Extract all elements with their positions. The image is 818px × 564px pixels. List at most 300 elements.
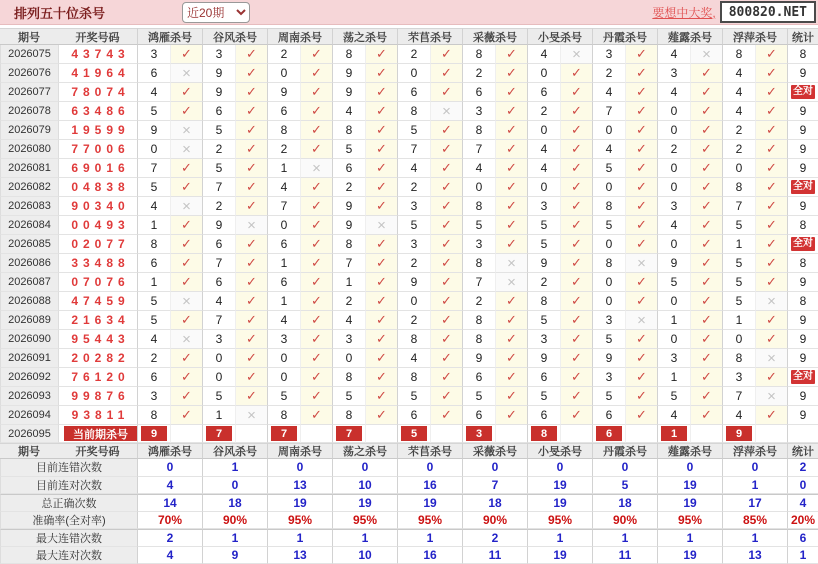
col-header-numbers: 开奖号码 xyxy=(58,443,137,459)
kill-digit: 0 xyxy=(657,178,690,197)
stats-label: 准确率(全对率) xyxy=(0,512,137,530)
kill-digit: 2 xyxy=(332,178,365,197)
period-cell: 2026086 xyxy=(0,254,58,273)
stat-cell xyxy=(787,178,818,197)
kill-digit: 8 xyxy=(722,178,755,197)
kill-digit: 5 xyxy=(592,216,625,235)
kill-digit: 2 xyxy=(137,349,170,368)
kill-digit: 5 xyxy=(722,216,755,235)
kill-digit: 3 xyxy=(722,368,755,387)
col-header-expert-5: 采薇杀号 xyxy=(462,443,527,459)
kill-digit: 1 xyxy=(267,254,300,273)
kill-digit: 9 xyxy=(527,254,560,273)
stats-value: 1 xyxy=(722,477,787,495)
kill-digit: 1 xyxy=(657,368,690,387)
check-icon: ✓ xyxy=(690,311,722,330)
period-cell: 2026089 xyxy=(0,311,58,330)
kill-digit: 2 xyxy=(202,197,235,216)
stat-cell: 9 xyxy=(787,330,818,349)
check-icon: ✓ xyxy=(690,235,722,254)
winning-numbers-cell: 00493 xyxy=(58,216,137,235)
col-header-expert-3: 荡之杀号 xyxy=(332,443,397,459)
cross-icon: × xyxy=(690,45,722,64)
stats-value: 90% xyxy=(592,512,657,530)
col-header-expert-5: 采薇杀号 xyxy=(462,28,527,45)
check-icon: ✓ xyxy=(560,406,592,425)
promo-link[interactable]: 要想中大奖, xyxy=(652,5,716,20)
stats-value: 1 xyxy=(722,529,787,547)
kill-digit: 0 xyxy=(592,273,625,292)
check-icon: ✓ xyxy=(365,178,397,197)
check-icon: ✓ xyxy=(430,45,462,64)
check-icon: ✓ xyxy=(755,45,787,64)
kill-digit: 5 xyxy=(267,387,300,406)
check-icon: ✓ xyxy=(495,349,527,368)
stats-value: 11 xyxy=(592,547,657,564)
check-icon: ✓ xyxy=(235,83,267,102)
kill-digit: 9 xyxy=(267,83,300,102)
cross-icon: × xyxy=(170,292,202,311)
kill-digit: 4 xyxy=(657,83,690,102)
check-icon: ✓ xyxy=(625,349,657,368)
winning-numbers-cell: 19599 xyxy=(58,121,137,140)
kill-digit: 1 xyxy=(722,311,755,330)
check-icon: ✓ xyxy=(690,178,722,197)
stats-value: 13 xyxy=(267,547,332,564)
kill-digit: 5 xyxy=(202,159,235,178)
stats-value: 90% xyxy=(462,512,527,530)
check-icon: ✓ xyxy=(300,121,332,140)
col-header-expert-2: 周南杀号 xyxy=(267,28,332,45)
kill-digit: 5 xyxy=(397,216,430,235)
winning-numbers-cell: 47459 xyxy=(58,292,137,311)
kill-digit: 4 xyxy=(332,102,365,121)
kill-digit: 7 xyxy=(462,140,495,159)
kill-digit: 0 xyxy=(267,64,300,83)
kill-digit: 3 xyxy=(397,235,430,254)
check-icon: ✓ xyxy=(560,121,592,140)
check-icon: ✓ xyxy=(430,83,462,102)
check-icon: ✓ xyxy=(300,406,332,425)
period-cell: 2026081 xyxy=(0,159,58,178)
stats-value: 95% xyxy=(527,512,592,530)
kill-digit: 5 xyxy=(722,273,755,292)
check-icon: ✓ xyxy=(300,216,332,235)
check-icon: ✓ xyxy=(300,292,332,311)
kill-digit: 1 xyxy=(202,406,235,425)
winning-numbers-cell: 90340 xyxy=(58,197,137,216)
check-icon: ✓ xyxy=(365,140,397,159)
kill-digit: 2 xyxy=(462,292,495,311)
col-header-expert-8: 薤露杀号 xyxy=(657,443,722,459)
check-icon: ✓ xyxy=(495,102,527,121)
check-icon: ✓ xyxy=(365,292,397,311)
kill-digit: 8 xyxy=(462,121,495,140)
current-kill-badge: 8 xyxy=(531,426,557,441)
check-icon: ✓ xyxy=(755,273,787,292)
stats-value: 1 xyxy=(592,529,657,547)
kill-digit: 5 xyxy=(592,330,625,349)
cross-icon: × xyxy=(755,349,787,368)
check-icon: ✓ xyxy=(625,45,657,64)
kill-digit: 3 xyxy=(397,197,430,216)
period-cell-current: 2026095 xyxy=(0,425,58,443)
check-icon: ✓ xyxy=(170,216,202,235)
kill-digit: 6 xyxy=(267,273,300,292)
stats-value: 0 xyxy=(137,459,202,477)
period-cell: 2026088 xyxy=(0,292,58,311)
stat-cell: 9 xyxy=(787,121,818,140)
check-icon: ✓ xyxy=(690,64,722,83)
stats-label: 最大连错次数 xyxy=(0,529,137,547)
kill-digit: 1 xyxy=(267,159,300,178)
stat-cell: 9 xyxy=(787,197,818,216)
check-icon: ✓ xyxy=(430,368,462,387)
stats-value: 95% xyxy=(267,512,332,530)
check-icon: ✓ xyxy=(365,121,397,140)
kill-digit: 4 xyxy=(137,197,170,216)
cross-icon: × xyxy=(170,330,202,349)
kill-digit: 6 xyxy=(397,83,430,102)
cross-icon: × xyxy=(300,159,332,178)
check-icon: ✓ xyxy=(235,178,267,197)
cross-icon: × xyxy=(170,121,202,140)
kill-digit: 4 xyxy=(202,292,235,311)
check-icon: ✓ xyxy=(495,216,527,235)
kill-digit: 7 xyxy=(397,140,430,159)
stats-value: 13 xyxy=(267,477,332,495)
check-icon: ✓ xyxy=(235,197,267,216)
period-cell: 2026085 xyxy=(0,235,58,254)
kill-digit: 3 xyxy=(137,45,170,64)
kill-digit: 5 xyxy=(137,102,170,121)
kill-digit: 6 xyxy=(527,406,560,425)
kill-digit: 8 xyxy=(592,254,625,273)
kill-digit: 3 xyxy=(657,349,690,368)
winning-numbers-cell: 07076 xyxy=(58,273,137,292)
stat-cell: 9 xyxy=(787,349,818,368)
check-icon: ✓ xyxy=(430,64,462,83)
check-icon: ✓ xyxy=(560,140,592,159)
kill-digit: 5 xyxy=(202,121,235,140)
kill-digit: 7 xyxy=(202,254,235,273)
kill-digit: 3 xyxy=(332,330,365,349)
kill-digit: 8 xyxy=(462,197,495,216)
winning-numbers-cell: 21634 xyxy=(58,311,137,330)
kill-digit: 3 xyxy=(527,330,560,349)
current-kill-badge: 7 xyxy=(206,426,232,441)
check-icon: ✓ xyxy=(625,140,657,159)
check-icon: ✓ xyxy=(690,159,722,178)
kill-digit: 0 xyxy=(657,121,690,140)
check-icon: ✓ xyxy=(690,216,722,235)
check-icon: ✓ xyxy=(300,64,332,83)
all-correct-badge: 全对 xyxy=(793,371,813,382)
period-range-select[interactable] xyxy=(182,2,250,23)
stats-value: 1 xyxy=(397,529,462,547)
check-icon: ✓ xyxy=(365,197,397,216)
check-icon: ✓ xyxy=(300,330,332,349)
check-icon: ✓ xyxy=(755,197,787,216)
check-icon: ✓ xyxy=(235,387,267,406)
kill-digit: 3 xyxy=(202,45,235,64)
check-icon: ✓ xyxy=(300,387,332,406)
kill-digit: 2 xyxy=(397,311,430,330)
kill-digit: 2 xyxy=(332,292,365,311)
col-header-expert-7: 丹霞杀号 xyxy=(592,443,657,459)
current-kill-badge: 7 xyxy=(336,426,362,441)
cross-icon: × xyxy=(365,216,397,235)
check-icon: ✓ xyxy=(755,216,787,235)
check-icon: ✓ xyxy=(560,254,592,273)
kill-digit: 6 xyxy=(267,235,300,254)
period-cell: 2026084 xyxy=(0,216,58,235)
stat-cell xyxy=(787,235,818,254)
stat-cell xyxy=(787,425,818,443)
kill-digit: 0 xyxy=(527,178,560,197)
current-kill-cell xyxy=(462,425,495,443)
check-icon: ✓ xyxy=(560,64,592,83)
check-icon: ✓ xyxy=(755,64,787,83)
current-label-cell xyxy=(58,425,137,443)
current-kill-badge: 7 xyxy=(271,426,297,441)
check-icon: ✓ xyxy=(235,235,267,254)
kill-digit: 8 xyxy=(397,368,430,387)
check-icon: ✓ xyxy=(365,330,397,349)
kill-digit: 6 xyxy=(137,64,170,83)
check-icon: ✓ xyxy=(495,387,527,406)
check-icon: ✓ xyxy=(430,121,462,140)
stats-value: 18 xyxy=(202,494,267,512)
check-icon: ✓ xyxy=(495,311,527,330)
winning-numbers-cell: 78074 xyxy=(58,83,137,102)
kill-digit: 4 xyxy=(332,311,365,330)
kill-digit: 0 xyxy=(657,330,690,349)
kill-digit: 6 xyxy=(527,368,560,387)
check-icon: ✓ xyxy=(625,368,657,387)
kill-digit: 6 xyxy=(462,368,495,387)
check-icon: ✓ xyxy=(430,311,462,330)
check-icon: ✓ xyxy=(625,178,657,197)
check-icon: ✓ xyxy=(495,83,527,102)
kill-digit: 5 xyxy=(722,254,755,273)
stats-value: 19 xyxy=(657,547,722,564)
kill-digit: 1 xyxy=(657,311,690,330)
current-kill-cell xyxy=(397,425,430,443)
stats-value: 0 xyxy=(592,459,657,477)
kill-digit: 0 xyxy=(527,64,560,83)
winning-numbers-cell: 77006 xyxy=(58,140,137,159)
current-kill-empty xyxy=(170,425,202,443)
period-cell: 2026075 xyxy=(0,45,58,64)
kill-digit: 9 xyxy=(202,83,235,102)
kill-digit: 2 xyxy=(397,45,430,64)
check-icon: ✓ xyxy=(300,140,332,159)
kill-digit: 3 xyxy=(592,311,625,330)
check-icon: ✓ xyxy=(625,159,657,178)
check-icon: ✓ xyxy=(430,292,462,311)
check-icon: ✓ xyxy=(690,254,722,273)
kill-digit: 9 xyxy=(462,349,495,368)
col-header-expert-3: 荡之杀号 xyxy=(332,28,397,45)
kill-number-table xyxy=(0,28,818,564)
stats-value: 1 xyxy=(267,529,332,547)
check-icon: ✓ xyxy=(690,349,722,368)
stat-cell: 8 xyxy=(787,216,818,235)
check-icon: ✓ xyxy=(170,387,202,406)
winning-numbers-cell: 99876 xyxy=(58,387,137,406)
stat-cell: 9 xyxy=(787,102,818,121)
check-icon: ✓ xyxy=(690,197,722,216)
kill-digit: 0 xyxy=(657,102,690,121)
kill-digit: 4 xyxy=(657,216,690,235)
check-icon: ✓ xyxy=(625,330,657,349)
kill-digit: 3 xyxy=(592,368,625,387)
check-icon: ✓ xyxy=(430,273,462,292)
check-icon: ✓ xyxy=(170,83,202,102)
kill-digit: 4 xyxy=(722,64,755,83)
check-icon: ✓ xyxy=(560,178,592,197)
kill-digit: 8 xyxy=(332,368,365,387)
stats-value: 95% xyxy=(397,512,462,530)
kill-digit: 5 xyxy=(332,140,365,159)
kill-digit: 4 xyxy=(267,178,300,197)
kill-digit: 5 xyxy=(397,121,430,140)
kill-digit: 5 xyxy=(722,292,755,311)
stats-value: 19 xyxy=(527,477,592,495)
kill-digit: 5 xyxy=(527,311,560,330)
check-icon: ✓ xyxy=(235,254,267,273)
check-icon: ✓ xyxy=(495,178,527,197)
kill-digit: 6 xyxy=(527,83,560,102)
col-header-expert-0: 鸿雁杀号 xyxy=(137,28,202,45)
col-header-stat: 统计 xyxy=(787,443,818,459)
kill-digit: 1 xyxy=(332,273,365,292)
stats-value-total: 6 xyxy=(787,529,818,547)
cross-icon: × xyxy=(430,102,462,121)
kill-digit: 3 xyxy=(657,197,690,216)
kill-digit: 9 xyxy=(527,349,560,368)
all-correct-badge: 全对 xyxy=(793,86,813,97)
kill-digit: 4 xyxy=(657,45,690,64)
kill-digit: 7 xyxy=(332,254,365,273)
check-icon: ✓ xyxy=(430,197,462,216)
check-icon: ✓ xyxy=(235,311,267,330)
period-cell: 2026079 xyxy=(0,121,58,140)
stats-value: 11 xyxy=(462,547,527,564)
stats-value: 17 xyxy=(722,494,787,512)
winning-numbers-cell: 04838 xyxy=(58,178,137,197)
check-icon: ✓ xyxy=(560,387,592,406)
check-icon: ✓ xyxy=(430,235,462,254)
winning-numbers-cell: 93811 xyxy=(58,406,137,425)
stats-value: 4 xyxy=(137,477,202,495)
check-icon: ✓ xyxy=(690,292,722,311)
check-icon: ✓ xyxy=(625,197,657,216)
kill-digit: 6 xyxy=(137,368,170,387)
stats-value: 10 xyxy=(332,477,397,495)
stats-value-total: 2 xyxy=(787,459,818,477)
check-icon: ✓ xyxy=(625,273,657,292)
col-header-expert-7: 丹霞杀号 xyxy=(592,28,657,45)
check-icon: ✓ xyxy=(690,273,722,292)
kill-digit: 8 xyxy=(267,121,300,140)
check-icon: ✓ xyxy=(365,64,397,83)
kill-digit: 5 xyxy=(397,387,430,406)
kill-digit: 4 xyxy=(722,83,755,102)
kill-digit: 5 xyxy=(137,311,170,330)
check-icon: ✓ xyxy=(300,178,332,197)
current-kill-empty xyxy=(755,425,787,443)
stats-value: 10 xyxy=(332,547,397,564)
period-cell: 2026077 xyxy=(0,83,58,102)
check-icon: ✓ xyxy=(235,349,267,368)
current-kill-cell xyxy=(592,425,625,443)
col-header-expert-4: 芣苢杀号 xyxy=(397,28,462,45)
stats-value: 16 xyxy=(397,477,462,495)
stats-value: 19 xyxy=(332,494,397,512)
kill-digit: 3 xyxy=(527,197,560,216)
check-icon: ✓ xyxy=(560,273,592,292)
cross-icon: × xyxy=(170,140,202,159)
check-icon: ✓ xyxy=(430,159,462,178)
kill-digit: 9 xyxy=(332,64,365,83)
stats-value: 95% xyxy=(332,512,397,530)
check-icon: ✓ xyxy=(560,159,592,178)
stat-cell: 9 xyxy=(787,64,818,83)
check-icon: ✓ xyxy=(690,368,722,387)
winning-numbers-cell: 95443 xyxy=(58,330,137,349)
current-kill-cell xyxy=(527,425,560,443)
kill-digit: 5 xyxy=(137,292,170,311)
check-icon: ✓ xyxy=(235,102,267,121)
stats-value: 1 xyxy=(527,529,592,547)
stats-value-total: 4 xyxy=(787,494,818,512)
check-icon: ✓ xyxy=(300,273,332,292)
kill-digit: 7 xyxy=(722,197,755,216)
check-icon: ✓ xyxy=(755,330,787,349)
winning-numbers-cell: 41964 xyxy=(58,64,137,83)
kill-digit: 7 xyxy=(722,387,755,406)
stats-value-total: 0 xyxy=(787,477,818,495)
check-icon: ✓ xyxy=(430,387,462,406)
kill-digit: 4 xyxy=(722,102,755,121)
winning-numbers-cell: 02077 xyxy=(58,235,137,254)
stats-value: 0 xyxy=(527,459,592,477)
stats-value: 14 xyxy=(137,494,202,512)
kill-digit: 8 xyxy=(332,406,365,425)
site-address-box[interactable]: 800820.NET xyxy=(720,1,816,23)
check-icon: ✓ xyxy=(495,64,527,83)
kill-digit: 4 xyxy=(592,83,625,102)
kill-digit: 4 xyxy=(267,311,300,330)
check-icon: ✓ xyxy=(560,330,592,349)
stats-value: 1 xyxy=(657,529,722,547)
stats-value: 2 xyxy=(137,529,202,547)
kill-digit: 0 xyxy=(592,235,625,254)
kill-digit: 5 xyxy=(202,387,235,406)
kill-digit: 5 xyxy=(137,178,170,197)
stats-value: 1 xyxy=(332,529,397,547)
col-header-expert-6: 小旻杀号 xyxy=(527,28,592,45)
check-icon: ✓ xyxy=(690,121,722,140)
period-cell: 2026090 xyxy=(0,330,58,349)
kill-digit: 0 xyxy=(657,159,690,178)
kill-digit: 4 xyxy=(527,140,560,159)
kill-digit: 5 xyxy=(462,216,495,235)
stat-cell: 9 xyxy=(787,273,818,292)
stats-value-total: 1 xyxy=(787,547,818,564)
